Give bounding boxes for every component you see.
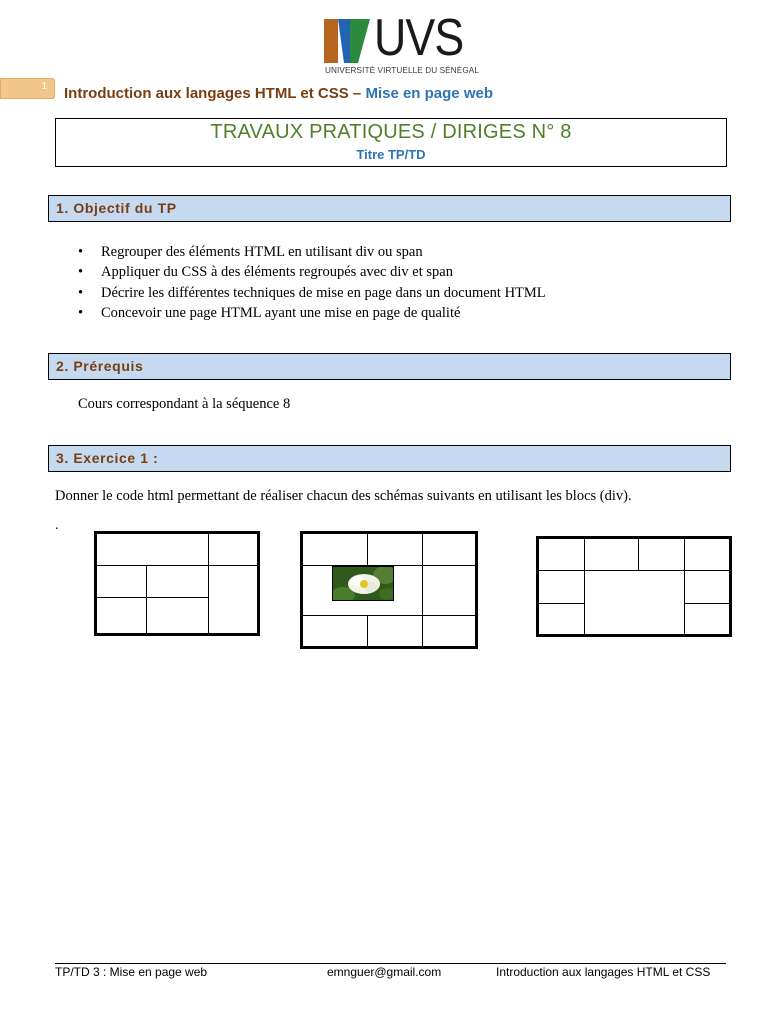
- list-item-text: Décrire les différentes techniques de mise en page dans un document HTML: [101, 284, 546, 301]
- schema-block: [302, 533, 368, 566]
- list-item-text: Appliquer du CSS à des éléments regroupés avec div et span: [101, 264, 453, 281]
- logo-subtitle: UNIVERSITÉ VIRTUELLE DU SÉNÉGAL: [325, 66, 480, 75]
- layout-schema-1: [94, 531, 260, 636]
- schema-block: [422, 533, 476, 566]
- footer-right-text: Introduction aux langages HTML et CSS: [496, 965, 711, 979]
- flower-image: [332, 566, 394, 601]
- schema-block: [538, 603, 585, 635]
- exercise-instructions: Donner le code html permettant de réaliser chacun des schémas suivants en utilisant les blocs (div).: [55, 488, 632, 504]
- schema-block: [302, 615, 368, 647]
- uvs-v-mark-icon: [324, 19, 372, 63]
- schema-block: [96, 533, 209, 566]
- footer-divider: [55, 963, 726, 964]
- schema-block: [96, 565, 147, 598]
- schema-block: [208, 565, 258, 634]
- schema-block: [96, 597, 147, 634]
- list-item: [78, 262, 546, 282]
- schema-block: [367, 615, 423, 647]
- schema-block: [146, 597, 209, 634]
- schema-block: [684, 538, 730, 571]
- title-box: [55, 118, 727, 167]
- section-heading-text: 2. Prérequis: [56, 358, 144, 374]
- module-title: Mise en page web: [365, 85, 493, 102]
- prerequis-text: Cours correspondant à la séquence 8: [78, 396, 291, 412]
- page-number-tab: [0, 78, 55, 99]
- page-title: TRAVAUX PRATIQUES / DIRIGES N° 8: [210, 121, 572, 143]
- header-separator: –: [348, 85, 366, 102]
- flower-photo-icon: [333, 567, 394, 601]
- section-heading-prerequis: [48, 353, 731, 380]
- schema-block: [208, 533, 258, 566]
- course-title: Introduction aux langages HTML et CSS: [64, 85, 349, 102]
- layout-schema-2: [300, 531, 478, 649]
- section-heading-exercice: [48, 445, 731, 472]
- schema-block: [538, 538, 585, 571]
- schema-block: [422, 615, 476, 647]
- schema-block: [584, 538, 639, 571]
- list-item: [78, 303, 546, 323]
- stray-dot: .: [55, 518, 59, 533]
- schema-block: [538, 570, 585, 604]
- list-item-text: Concevoir une page HTML ayant une mise en page de qualité: [101, 304, 461, 321]
- layout-schema-3: [536, 536, 732, 637]
- schema-block: [367, 533, 423, 566]
- bullet-icon: •: [78, 244, 84, 260]
- page-number: 1: [41, 81, 47, 92]
- schema-block: [422, 565, 476, 616]
- list-item: [78, 242, 546, 262]
- bullet-icon: •: [78, 304, 84, 321]
- list-item: [78, 283, 546, 303]
- footer-email: emnguer@gmail.com: [327, 965, 442, 979]
- section-heading-objectif: [48, 195, 731, 222]
- page-subtitle: Titre TP/TD: [356, 147, 426, 162]
- section-heading-text: 1. Objectif du TP: [56, 200, 177, 216]
- course-header: [64, 85, 493, 102]
- list-item-text: Regrouper des éléments HTML en utilisant div ou span: [101, 244, 423, 260]
- objectives-list: [78, 242, 546, 323]
- schema-block: [146, 565, 209, 598]
- footer-left-text: TP/TD 3 : Mise en page web: [55, 965, 208, 979]
- logo-wordmark: UVS: [374, 9, 464, 67]
- uvs-logo: [324, 9, 480, 80]
- bullet-icon: •: [78, 284, 84, 301]
- schema-block: [584, 570, 685, 635]
- bullet-icon: •: [78, 264, 84, 281]
- schema-block: [684, 570, 730, 604]
- section-heading-text: 3. Exercice 1 :: [56, 450, 159, 466]
- schema-block: [638, 538, 685, 571]
- schema-block: [684, 603, 730, 635]
